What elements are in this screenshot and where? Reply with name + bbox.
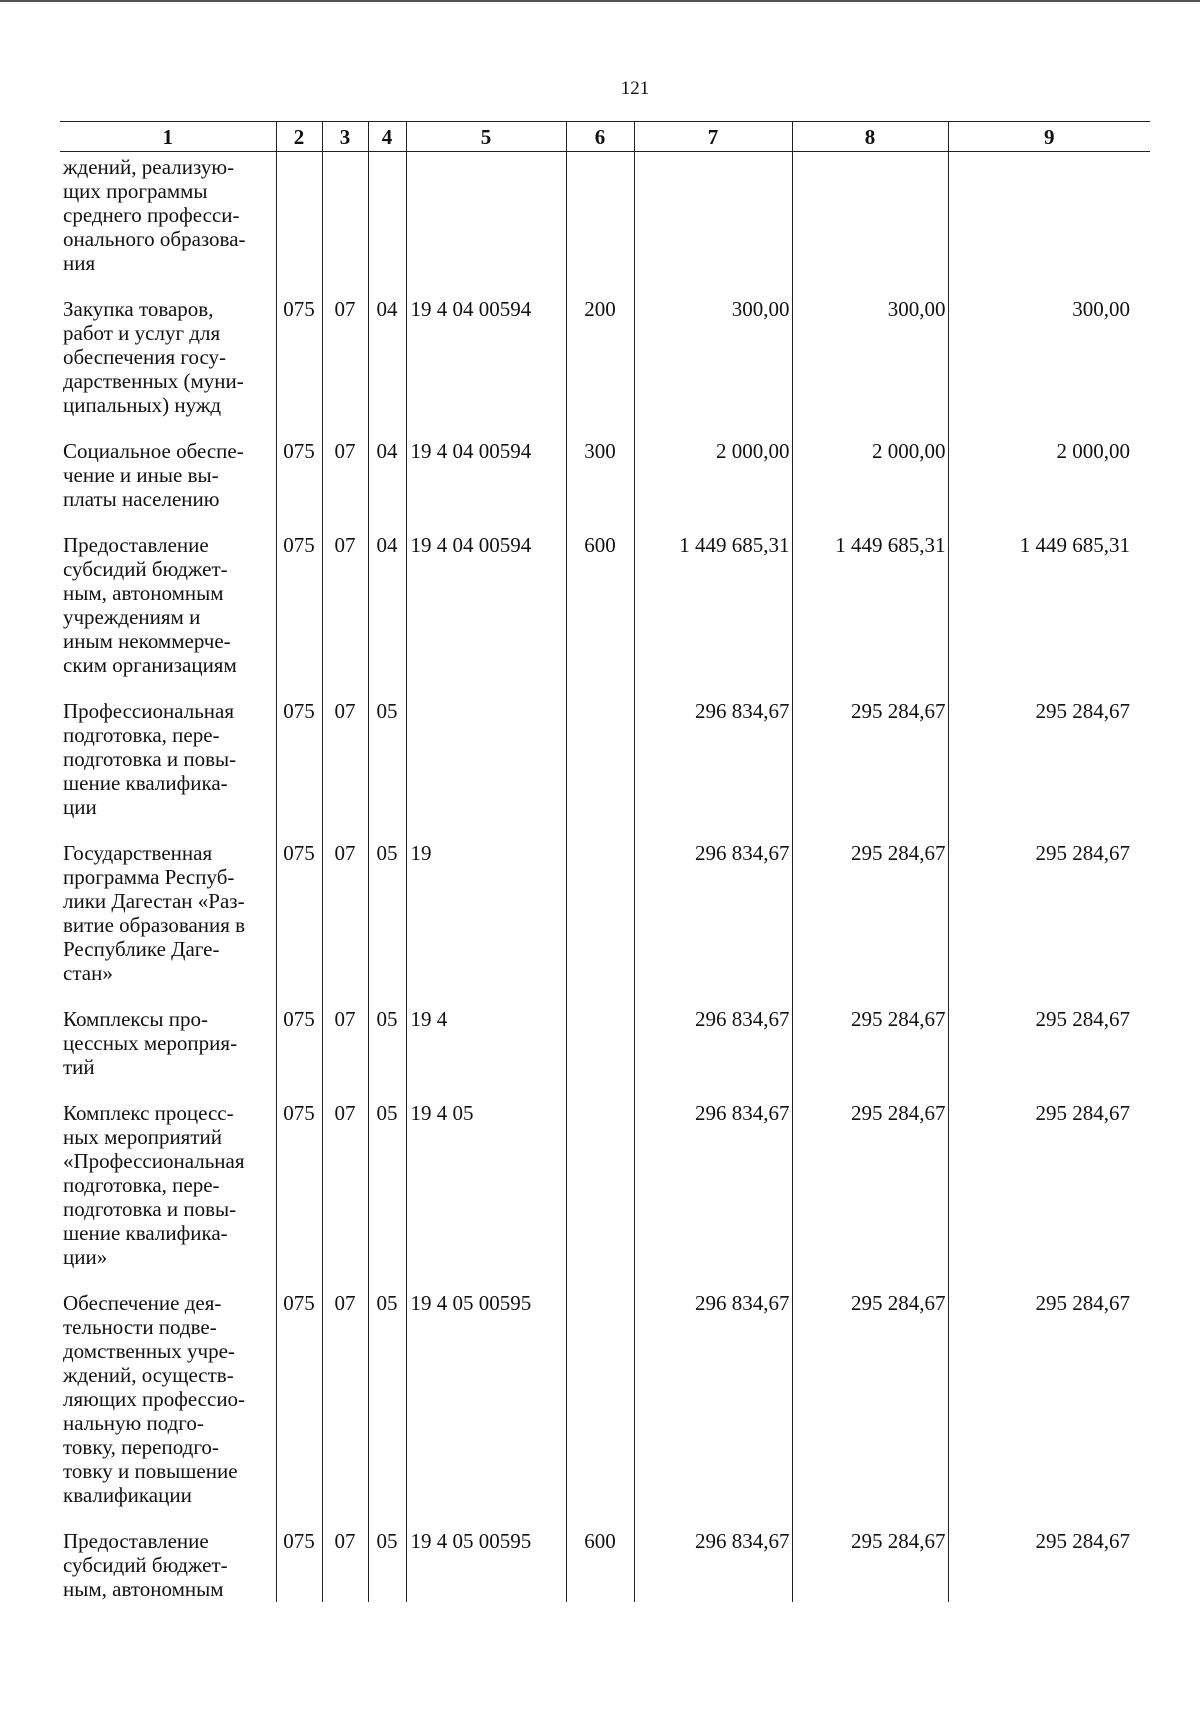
cell-amount-col7: 296 834,67 (634, 835, 792, 1001)
column-header: 1 (60, 122, 276, 152)
cell-amount-col9: 295 284,67 (948, 693, 1150, 835)
cell-expense-type (566, 152, 634, 292)
cell-amount-col9: 295 284,67 (948, 1001, 1150, 1095)
top-edge-rule (0, 0, 1200, 2)
cell-ministry: 075 (276, 291, 322, 433)
cell-expense-type: 600 (566, 1523, 634, 1602)
cell-ministry: 075 (276, 693, 322, 835)
cell-target-article: 19 (406, 835, 566, 1001)
cell-amount-col7: 296 834,67 (634, 1001, 792, 1095)
column-header: 8 (792, 122, 948, 152)
budget-table-container (60, 121, 1150, 1602)
column-header: 4 (368, 122, 406, 152)
cell-section: 07 (322, 527, 368, 693)
cell-section: 07 (322, 1095, 368, 1285)
cell-target-article (406, 152, 566, 292)
table-row (60, 1523, 1150, 1602)
table-row (60, 1001, 1150, 1095)
cell-amount-col8: 295 284,67 (792, 1001, 948, 1095)
cell-ministry: 075 (276, 835, 322, 1001)
cell-ministry (276, 152, 322, 292)
cell-amount-col7: 296 834,67 (634, 1285, 792, 1523)
row-name: ждений, реализую- щих программы среднего професси- онального образова- ния (60, 152, 276, 292)
table-row (60, 693, 1150, 835)
header-row (60, 122, 1150, 152)
cell-ministry: 075 (276, 1095, 322, 1285)
cell-target-article: 19 4 04 00594 (406, 527, 566, 693)
cell-expense-type (566, 1095, 634, 1285)
cell-amount-col8: 1 449 685,31 (792, 527, 948, 693)
cell-subsection: 04 (368, 291, 406, 433)
cell-amount-col7 (634, 152, 792, 292)
cell-expense-type (566, 835, 634, 1001)
column-header: 7 (634, 122, 792, 152)
cell-ministry: 075 (276, 1285, 322, 1523)
cell-section: 07 (322, 1001, 368, 1095)
cell-amount-col8: 295 284,67 (792, 693, 948, 835)
row-name: Комплексы про- цессных мероприя- тий (60, 1001, 276, 1095)
cell-subsection: 05 (368, 1095, 406, 1285)
budget-table (60, 121, 1150, 1602)
column-header: 2 (276, 122, 322, 152)
table-row (60, 527, 1150, 693)
cell-section: 07 (322, 433, 368, 527)
table-row (60, 291, 1150, 433)
cell-target-article: 19 4 05 (406, 1095, 566, 1285)
column-header: 9 (948, 122, 1150, 152)
cell-subsection: 05 (368, 835, 406, 1001)
table-row (60, 433, 1150, 527)
cell-amount-col9: 295 284,67 (948, 1523, 1150, 1602)
cell-amount-col9: 1 449 685,31 (948, 527, 1150, 693)
cell-amount-col8: 295 284,67 (792, 1285, 948, 1523)
cell-subsection (368, 152, 406, 292)
cell-expense-type (566, 693, 634, 835)
table-row (60, 835, 1150, 1001)
cell-subsection: 05 (368, 1001, 406, 1095)
cell-amount-col8: 295 284,67 (792, 835, 948, 1001)
cell-amount-col8: 300,00 (792, 291, 948, 433)
cell-amount-col7: 300,00 (634, 291, 792, 433)
cell-target-article: 19 4 05 00595 (406, 1285, 566, 1523)
cell-amount-col7: 296 834,67 (634, 1095, 792, 1285)
cell-section: 07 (322, 291, 368, 433)
cell-subsection: 04 (368, 433, 406, 527)
column-header: 6 (566, 122, 634, 152)
table-row (60, 152, 1150, 292)
cell-expense-type: 300 (566, 433, 634, 527)
cell-target-article (406, 693, 566, 835)
cell-ministry: 075 (276, 527, 322, 693)
cell-ministry: 075 (276, 1001, 322, 1095)
cell-section: 07 (322, 835, 368, 1001)
cell-amount-col9: 295 284,67 (948, 835, 1150, 1001)
column-header: 3 (322, 122, 368, 152)
cell-amount-col9: 295 284,67 (948, 1095, 1150, 1285)
cell-amount-col8: 295 284,67 (792, 1095, 948, 1285)
cell-section: 07 (322, 693, 368, 835)
cell-ministry: 075 (276, 433, 322, 527)
cell-subsection: 05 (368, 693, 406, 835)
cell-target-article: 19 4 04 00594 (406, 291, 566, 433)
cell-target-article: 19 4 (406, 1001, 566, 1095)
column-header: 5 (406, 122, 566, 152)
cell-section: 07 (322, 1285, 368, 1523)
cell-subsection: 04 (368, 527, 406, 693)
cell-amount-col7: 1 449 685,31 (634, 527, 792, 693)
page-number: 121 (620, 78, 650, 99)
cell-expense-type (566, 1285, 634, 1523)
row-name: Профессиональная подготовка, пере- подготовка и повы- шение квалифика- ции (60, 693, 276, 835)
cell-amount-col9 (948, 152, 1150, 292)
cell-ministry: 075 (276, 1523, 322, 1602)
cell-amount-col9: 295 284,67 (948, 1285, 1150, 1523)
row-name: Предоставление субсидий бюджет- ным, автономным учреждениям и иным некоммерче- ским организациям (60, 527, 276, 693)
row-name: Предоставление субсидий бюджет- ным, автономным (60, 1523, 276, 1602)
cell-subsection: 05 (368, 1523, 406, 1602)
row-name: Закупка товаров, работ и услуг для обеспечения госу- дарственных (муни- ципальных) нужд (60, 291, 276, 433)
row-name: Комплекс процесс- ных мероприятий «Профессиональная подготовка, пере- подготовка и повы- шение квалифика- ции» (60, 1095, 276, 1285)
cell-amount-col9: 2 000,00 (948, 433, 1150, 527)
cell-expense-type: 200 (566, 291, 634, 433)
cell-expense-type (566, 1001, 634, 1095)
cell-target-article: 19 4 04 00594 (406, 433, 566, 527)
cell-amount-col7: 296 834,67 (634, 1523, 792, 1602)
cell-amount-col7: 2 000,00 (634, 433, 792, 527)
row-name: Государственная программа Респуб- лики Дагестан «Раз- витие образования в Республике Даге- стан» (60, 835, 276, 1001)
cell-expense-type: 600 (566, 527, 634, 693)
row-name: Обеспечение дея- тельности подве- домственных учре- ждений, осуществ- ляющих профессио- нальную подго- товку, переподго- товку и повышение квалификации (60, 1285, 276, 1523)
cell-amount-col7: 296 834,67 (634, 693, 792, 835)
cell-section (322, 152, 368, 292)
cell-amount-col8: 2 000,00 (792, 433, 948, 527)
cell-amount-col8 (792, 152, 948, 292)
row-name: Социальное обеспе- чение и иные вы- платы населению (60, 433, 276, 527)
cell-amount-col8: 295 284,67 (792, 1523, 948, 1602)
cell-subsection: 05 (368, 1285, 406, 1523)
cell-amount-col9: 300,00 (948, 291, 1150, 433)
cell-target-article: 19 4 05 00595 (406, 1523, 566, 1602)
cell-section: 07 (322, 1523, 368, 1602)
table-row (60, 1095, 1150, 1285)
table-row (60, 1285, 1150, 1523)
